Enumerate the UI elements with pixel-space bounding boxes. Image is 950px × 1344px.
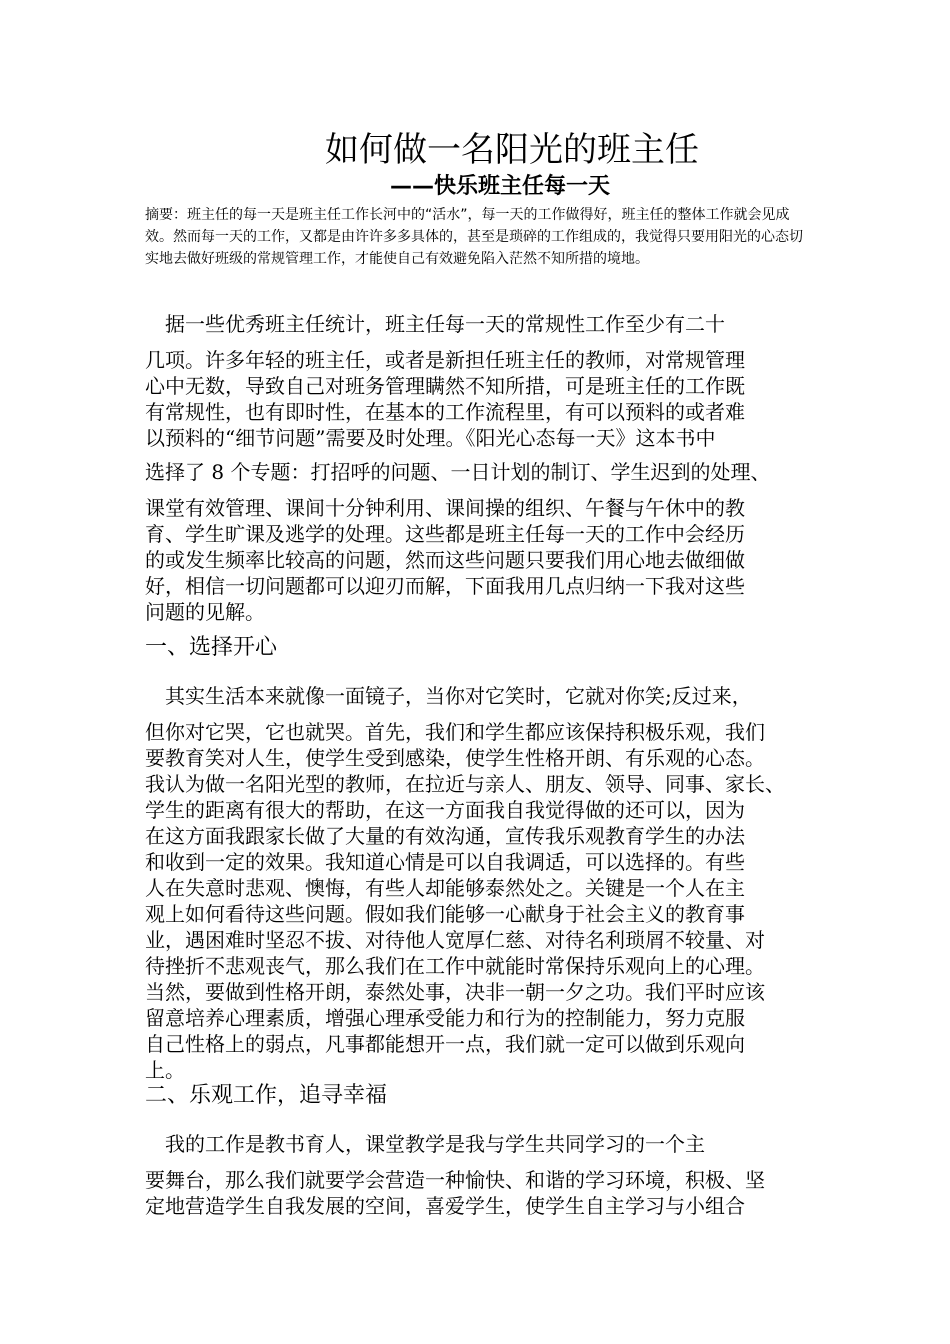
section1-line: 观上如何看待这些问题。假如我们能够一心献身于社会主义的教育事	[145, 902, 745, 926]
section2-line: 我的工作是教书育人，课堂教学是我与学生共同学习的一个主	[145, 1132, 705, 1156]
intro-line: 以预料的“细节问题”需要及时处理。《阳光心态每一天》这本书中	[145, 426, 716, 450]
intro-line: 选择了 8 个专题：打招呼的问题、一日计划的制订、学生迟到的处理、	[145, 460, 771, 484]
section1-line: 自己性格上的弱点，凡事都能想开一点，我们就一定可以做到乐观向	[145, 1032, 745, 1056]
intro-line: 有常规性，也有即时性，在基本的工作流程里，有可以预料的或者难	[145, 400, 745, 424]
section1-line: 上。	[145, 1058, 185, 1082]
abstract-paragraph: 摘要：班主任的每一天是班主任工作长河中的“活水”，每一天的工作做得好，班主任的整体工作就会见成效。然而每一天的工作，又都是由许许多多具体的，甚至是琐碎的工作组成的，我觉得只要用阳光的心态切实地去做好班级的常规管理工作，才能使自己有效避免陷入茫然不知所措的境地。	[145, 207, 803, 267]
section1-line: 我认为做一名阳光型的教师，在拉近与亲人、朋友、领导、同事、家长、	[145, 772, 785, 796]
document-subtitle: ——快乐班主任每一天	[389, 174, 610, 199]
section1-line: 但你对它哭，它也就哭。首先，我们和学生都应该保持积极乐观，我们	[145, 720, 765, 744]
intro-line: 据一些优秀班主任统计，班主任每一天的常规性工作至少有二十	[145, 312, 725, 336]
document-title: 如何做一名阳光的班主任	[325, 130, 699, 170]
section1-line: 在这方面我跟家长做了大量的有效沟通，宣传我乐观教育学生的办法	[145, 824, 745, 848]
intro-line: 心中无数，导致自己对班务管理瞒然不知所措，可是班主任的工作既	[145, 374, 745, 398]
intro-line: 几项。许多年轻的班主任，或者是新担任班主任的教师，对常规管理	[145, 348, 745, 372]
section1-line: 待挫折不悲观丧气，那么我们在工作中就能时常保持乐观向上的心理。	[145, 954, 765, 978]
intro-line: 的或发生频率比较高的问题，然而这些问题只要我们用心地去做细做	[145, 548, 745, 572]
section1-line: 要教育笑对人生，使学生受到感染，使学生性格开朗、有乐观的心态。	[145, 746, 765, 770]
intro-line: 问题的见解。	[145, 600, 265, 624]
section1-line: 人在失意时悲观、懊悔，有些人却能够泰然处之。关键是一个人在主	[145, 876, 745, 900]
section1-line: 当然，要做到性格开朗，泰然处事，决非一朝一夕之功。我们平时应该	[145, 980, 765, 1004]
intro-line: 育、学生旷课及逃学的处理。这些都是班主任每一天的工作中会经历	[145, 522, 745, 546]
intro-line: 课堂有效管理、课间十分钟利用、课间操的组织、午餐与午休中的教	[145, 496, 745, 520]
section-heading: 二、乐观工作，追寻幸福	[145, 1083, 388, 1108]
section1-line: 学生的距离有很大的帮助，在这一方面我自我觉得做的还可以，因为	[145, 798, 745, 822]
section2-line: 定地营造学生自我发展的空间，喜爱学生，使学生自主学习与小组合	[145, 1194, 745, 1218]
section1-line: 留意培养心理素质，增强心理承受能力和行为的控制能力，努力克服	[145, 1006, 745, 1030]
section-heading: 一、选择开心	[145, 635, 278, 660]
intro-line: 好，相信一切问题都可以迎刃而解，下面我用几点归纳一下我对这些	[145, 574, 745, 598]
section1-line: 其实生活本来就像一面镜子，当你对它笑时，它就对你笑;反过来，	[145, 684, 752, 708]
section1-line: 和收到一定的效果。我知道心情是可以自我调适，可以选择的。有些	[145, 850, 745, 874]
section2-line: 要舞台，那么我们就要学会营造一种愉快、和谐的学习环境，积极、坚	[145, 1168, 765, 1192]
section1-line: 业，遇困难时坚忍不拔、对待他人宽厚仁慈、对待名利琐屑不较量、对	[145, 928, 765, 952]
